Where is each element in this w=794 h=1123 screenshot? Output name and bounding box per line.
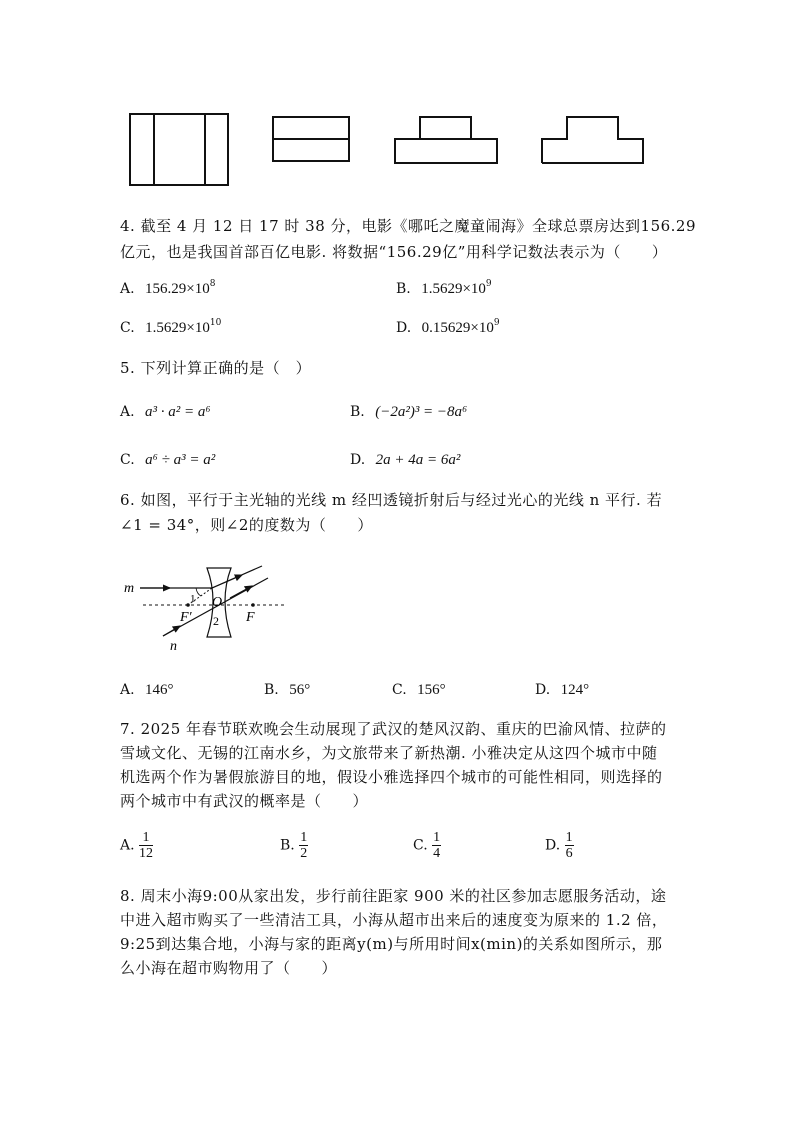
q8-stem-line2: 中进入超市购买了一些清洁工具，小海从超市出来后的速度变为原来的 1.2 倍， — [120, 911, 668, 929]
q8-stem-line4: 么小海在超市购物用了（ ） — [120, 959, 338, 977]
q6-option-a[interactable]: A. 146° — [120, 682, 174, 698]
fraction: $\frac{1}{2}$ — [300, 830, 308, 861]
q5-stem: 5. 下列计算正确的是（ ） — [120, 359, 312, 377]
q4-option-d[interactable]: D. $0.15629\times 10^9$ — [396, 318, 500, 336]
q6-stem-line2: ∠1 = 34°，则∠2的度数为（ ） — [120, 516, 373, 534]
q8-stem-line3: 9:25到达集合地，小海与家的距离y(m)与所用时间x(min)的关系如图所示，那 — [120, 935, 663, 953]
q7-option-c[interactable]: C. $\frac{1}{4}$ — [413, 830, 441, 861]
shape-a — [130, 114, 228, 185]
q4-stem-line1: 4. 截至 4 月 12 日 17 时 38 分，电影《哪吒之魔童闹海》全球总票房达到156.29 — [120, 217, 697, 235]
label-f-prime: F′ — [180, 610, 192, 625]
q7-stem-line2: 雪域文化、无锡的江南水乡，为文旅带来了新热潮. 小雅决定从这四个城市中随 — [120, 744, 658, 762]
q5-option-c[interactable]: C. a⁶ ÷ a³ = a² — [120, 452, 216, 468]
q5-option-d[interactable]: D. 2a + 4a = 6a² — [350, 452, 461, 468]
q6-option-d[interactable]: D. 124° — [535, 682, 590, 698]
q7-option-a[interactable]: A. $\frac{1}{12}$ — [120, 830, 154, 861]
q6-stem-line1: 6. 如图，平行于主光轴的光线 m 经凹透镜折射后与经过光心的光线 n 平行. 若 — [120, 491, 663, 509]
fraction: $\frac{1}{12}$ — [139, 830, 154, 861]
q7-option-b[interactable]: B. $\frac{1}{2}$ — [280, 830, 308, 861]
q4-option-b[interactable]: B. $1.5629\times 10^9$ — [396, 279, 492, 297]
label-n: n — [170, 639, 177, 654]
q4-option-c[interactable]: C. $1.5629\times 10^{10}$ — [120, 318, 222, 336]
label-f: F — [246, 610, 255, 625]
shape-d — [542, 117, 643, 163]
fraction: $\frac{1}{6}$ — [565, 830, 573, 861]
q7-option-d[interactable]: D. $\frac{1}{6}$ — [545, 830, 573, 861]
shape-c — [395, 117, 497, 163]
label-angle1: 1 — [190, 593, 196, 605]
shape-b — [273, 117, 349, 161]
q4-option-a[interactable]: A. $156.29\times 10^8$ — [120, 279, 216, 297]
q5-option-a[interactable]: A. a³ · a² = a⁶ — [120, 404, 211, 420]
q6-option-c[interactable]: C. 156° — [392, 682, 446, 698]
q6-option-b[interactable]: B. 56° — [264, 682, 311, 698]
q7-stem-line4: 两个城市中有武汉的概率是（ ） — [120, 792, 369, 810]
lens-diagram — [110, 560, 295, 655]
q8-stem-line1: 8. 周末小海9:00从家出发，步行前往距家 900 米的社区参加志愿服务活动，途 — [120, 887, 667, 905]
q5-option-b[interactable]: B. (−2a²)³ = −8a⁶ — [350, 404, 468, 420]
q7-stem-line3: 机选两个作为暑假旅游目的地，假设小雅选择四个城市的可能性相同，则选择的 — [120, 768, 663, 786]
view-shapes — [0, 100, 794, 195]
q4-stem-line2: 亿元，也是我国首部百亿电影. 将数据“156.29亿”用科学记数法表示为（ ） — [120, 243, 668, 261]
label-o: O — [212, 595, 223, 610]
label-m: m — [124, 581, 135, 596]
fraction: $\frac{1}{4}$ — [433, 830, 441, 861]
label-angle2: 2 — [213, 614, 219, 628]
q7-stem-line1: 7. 2025 年春节联欢晚会生动展现了武汉的楚风汉韵、重庆的巴渝风情、拉萨的 — [120, 720, 667, 738]
